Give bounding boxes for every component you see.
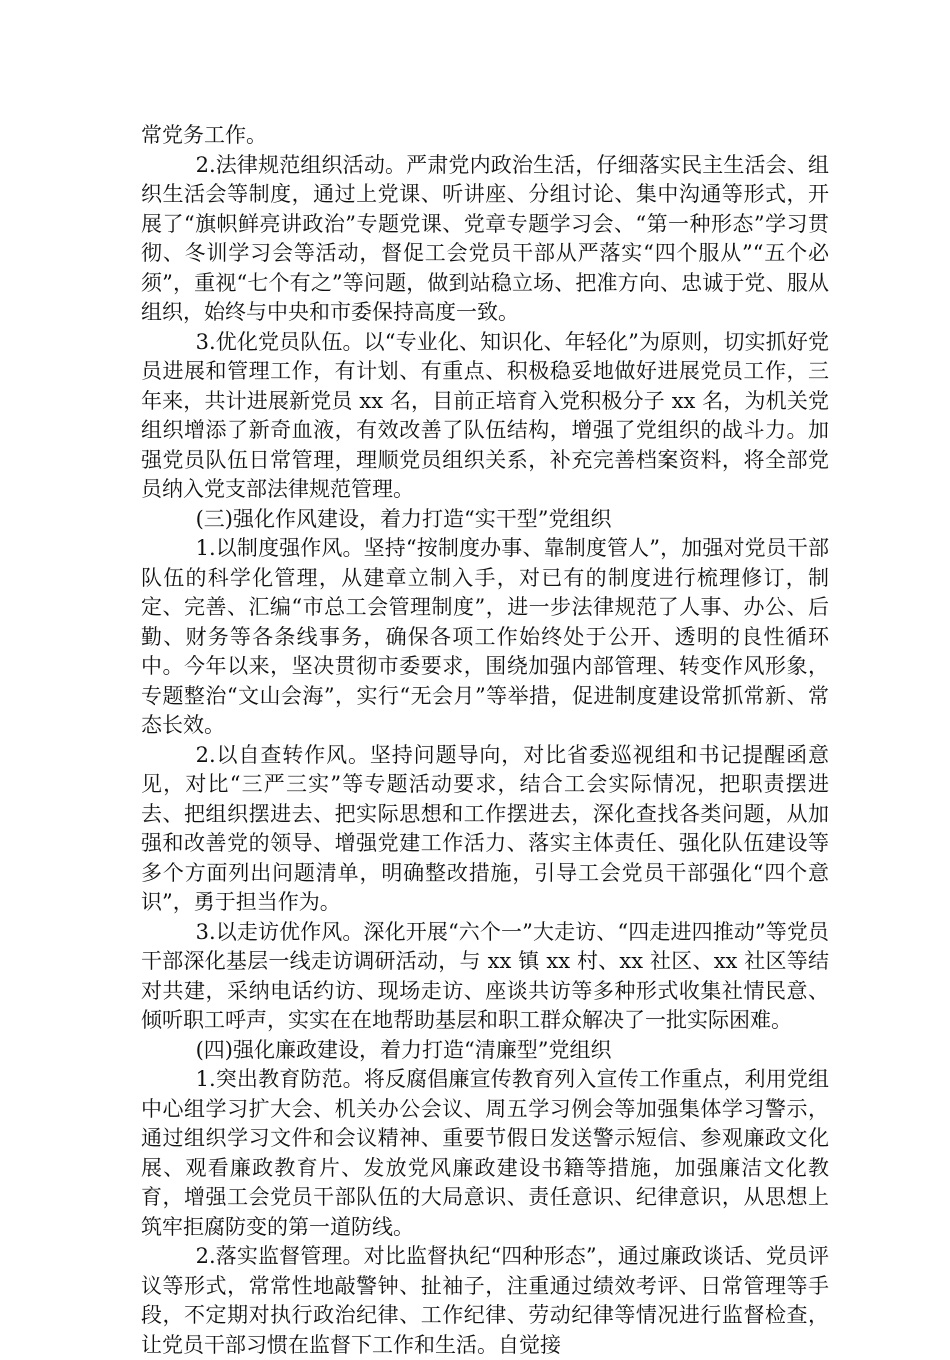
paragraph: 1.以制度强作风。坚持“按制度办事、靠制度管人”，加强对党员干部队伍的科学化管理，从建章立制入手，对已有的制度进行梳理修订，制定、完善、汇编“市总工会管理制度”，进一步法律规范了人事、办公、后勤、财务等各条线事务，确保各项工作始终处于公开、透明的良性循环中。今年以来，坚决贯彻市委要求，围绕加强内部管理、转变作风形象，专题整治“文山会海”，实行“无会月”等举措，促进制度建设常抓常新、常态长效。 bbox=[141, 536, 829, 737]
paragraph: 3.优化党员队伍。以“专业化、知识化、年轻化”为原则，切实抓好党员进展和管理工作，有计划、有重点、积极稳妥地做好进展党员工作，三年来，共计进展新党员 xx 名，目前正培育入党积极分子 xx 名，为机关党组织增添了新奇血液，有效改善了队伍结构，增强了党组织的战斗力。加强党员队伍日常管理，理顺党员组织关系，补充完善档案资料，将全部党员纳入党支部法律规范管理。 bbox=[141, 329, 829, 501]
paragraph: 3.以走访优作风。深化开展“六个一”大走访、“四走进四推动”等党员干部深化基层一线走访调研活动，与 xx 镇 xx 村、xx 社区、xx 社区等结对共建，采纳电话约访、现场走访、座谈共访等多种形式收集社情民意、倾听职工呼声，实实在在地帮助基层和职工群众解决了一批实际困难。 bbox=[141, 919, 829, 1032]
paragraph: 2.落实监督管理。对比监督执纪“四种形态”，通过廉政谈话、党员评议等形式，常常性地敲警钟、扯袖子，注重通过绩效考评、日常管理等手段，不定期对执行政治纪律、工作纪律、劳动纪律等情况进行监督检查，让党员干部习惯在监督下工作和生活。自觉接 bbox=[141, 1244, 829, 1357]
document-body bbox=[141, 121, 829, 1360]
section-heading: (四)强化廉政建设，着力打造“清廉型”党组织 bbox=[195, 1037, 612, 1062]
paragraph: 1.突出教育防范。将反腐倡廉宣传教育列入宣传工作重点，利用党组中心组学习扩大会、机关办公会议、周五学习例会等加强集体学习警示，通过组织学习文件和会议精神、重要节假日发送警示短信、参观廉政文化展、观看廉政教育片、发放党风廉政建设书籍等措施，加强廉洁文化教育，增强工会党员干部队伍的大局意识、责任意识、纪律意识，从思想上筑牢拒腐防变的第一道防线。 bbox=[141, 1067, 829, 1239]
paragraph: 常党务工作。 bbox=[141, 123, 267, 147]
paragraph: 2.以自查转作风。坚持问题导向，对比省委巡视组和书记提醒函意见，对比“三严三实”等专题活动要求，结合工会实际情况，把职责摆进去、把组织摆进去、把实际思想和工作摆进去，深化查找各类问题，从加强和改善党的领导、增强党建工作活力、落实主体责任、强化队伍建设等多个方面列出问题清单，明确整改措施，引导工会党员干部强化“四个意识”，勇于担当作为。 bbox=[141, 742, 829, 914]
paragraph: 2.法律规范组织活动。严肃党内政治生活，仔细落实民主生活会、组织生活会等制度，通过上党课、听讲座、分组讨论、集中沟通等形式，开展了“旗帜鲜亮讲政治”专题党课、党章专题学习会、“第一种形态”学习贯彻、冬训学习会等活动，督促工会党员干部从严落实“四个服从”“五个必须”，重视“七个有之”等问题，做到站稳立场、把准方向、忠诚于党、服从组织，始终与中央和市委保持高度一致。 bbox=[141, 152, 829, 324]
section-heading: (三)强化作风建设，着力打造“实干型”党组织 bbox=[195, 506, 612, 531]
